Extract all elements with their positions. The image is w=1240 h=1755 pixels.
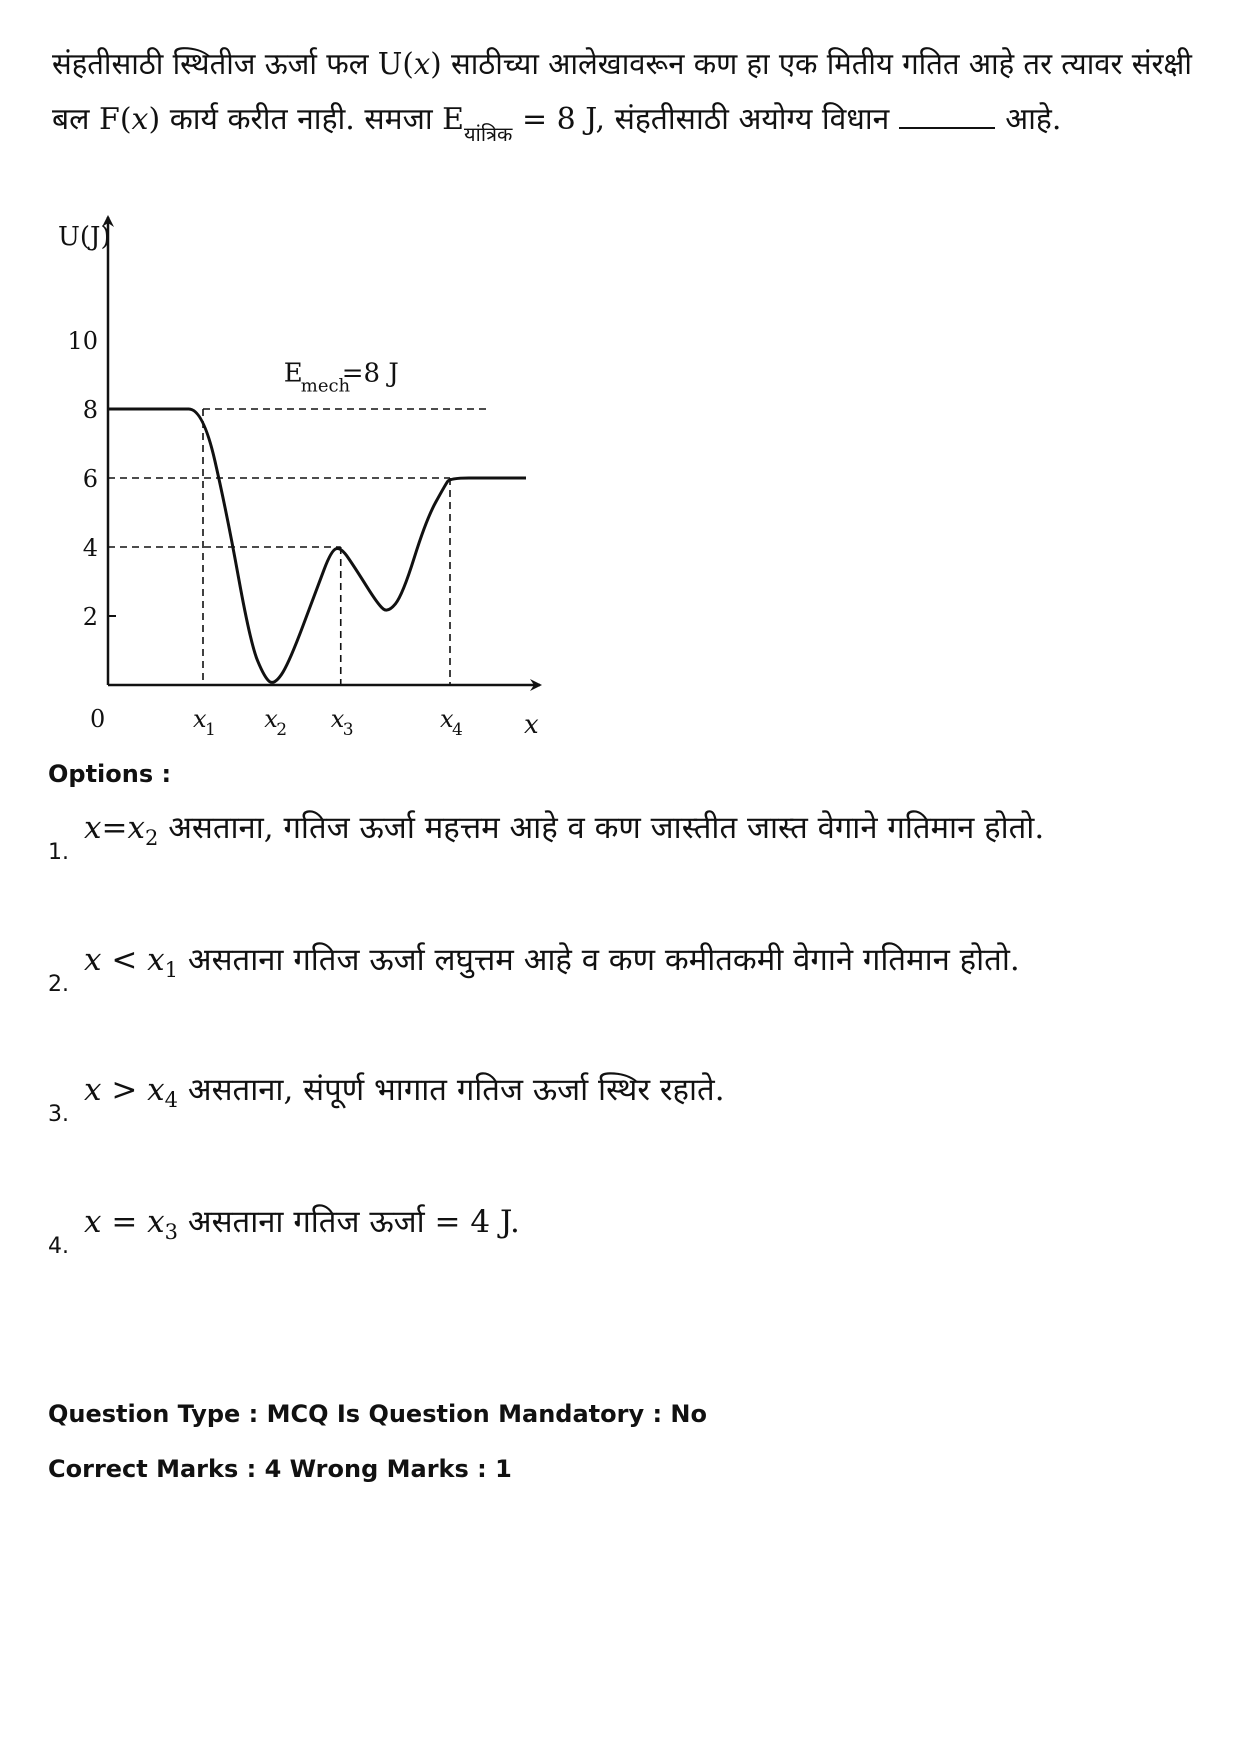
y-tick-label: 2 — [82, 603, 98, 631]
x-axis-label: x — [524, 710, 539, 740]
option-number-4: 4. — [48, 1234, 69, 1259]
x-tick-label: x — [330, 705, 345, 733]
origin-label: 0 — [90, 705, 106, 733]
x-tick-subscript: 1 — [205, 720, 216, 740]
x-tick-label: x — [193, 705, 207, 733]
y-tick-label: 4 — [82, 534, 98, 562]
marks-line: Correct Marks : 4 Wrong Marks : 1 — [48, 1455, 512, 1483]
emech-value: =8 J — [341, 358, 399, 389]
x-tick-label: x — [440, 705, 454, 733]
x-tick-label: x — [264, 705, 278, 733]
x-tick-subscript: 2 — [276, 720, 288, 740]
y-tick-label: 6 — [82, 465, 98, 493]
option-text-4[interactable]: $x = x_3$ असताना गतिज ऊर्जा = 4 J. — [84, 1204, 520, 1245]
option-text-2[interactable]: $x < x_1$ असताना गतिज ऊर्जा लघुत्तम आहे व कण कमीतकमी वेगाने गतिमान होतो. — [84, 942, 1020, 983]
option-number-2: 2. — [48, 972, 69, 997]
option-text-3[interactable]: $x > x_4$ असताना, संपूर्ण भागात गतिज ऊर्जा स्थिर रहाते. — [84, 1072, 725, 1113]
x-tick-subscript: 4 — [452, 720, 463, 740]
y-tick-label: 10 — [67, 327, 98, 355]
question-type-line: Question Type : MCQ Is Question Mandatory : No — [48, 1400, 707, 1428]
option-text-1[interactable]: $x=x_2$ असताना, गतिज ऊर्जा महत्तम आहे व कण जास्तीत जास्त वेगाने गतिमान होतो. — [84, 810, 1045, 851]
emech-label: E — [283, 358, 303, 389]
options-heading: Options : — [48, 760, 172, 788]
mechanical-subscript: यांत्रिक — [464, 122, 513, 146]
option-number-3: 3. — [48, 1102, 69, 1127]
emech-subscript: mech — [300, 375, 351, 397]
x-tick-subscript: 3 — [342, 720, 354, 740]
y-tick-label: 8 — [82, 396, 98, 424]
y-axis-label: U(J) — [58, 222, 111, 252]
answer-blank — [899, 101, 995, 129]
potential-energy-graph — [40, 205, 560, 745]
question-line-1: संहतीसाठी स्थितीज ऊर्जा फल U(x) साठीच्या आलेखावरून कण हा एक मितीय गतित आहे तर त्यावर संरक्षी — [52, 47, 1192, 82]
potential-energy-curve — [108, 409, 526, 682]
question-line-2: बल F(x) कार्य करीत नाही. समजा $E_{यांत्रिक} = 8$ J, संहतीसाठी अयोग्य विधान आहे. — [52, 102, 1062, 146]
option-number-1: 1. — [48, 840, 69, 865]
